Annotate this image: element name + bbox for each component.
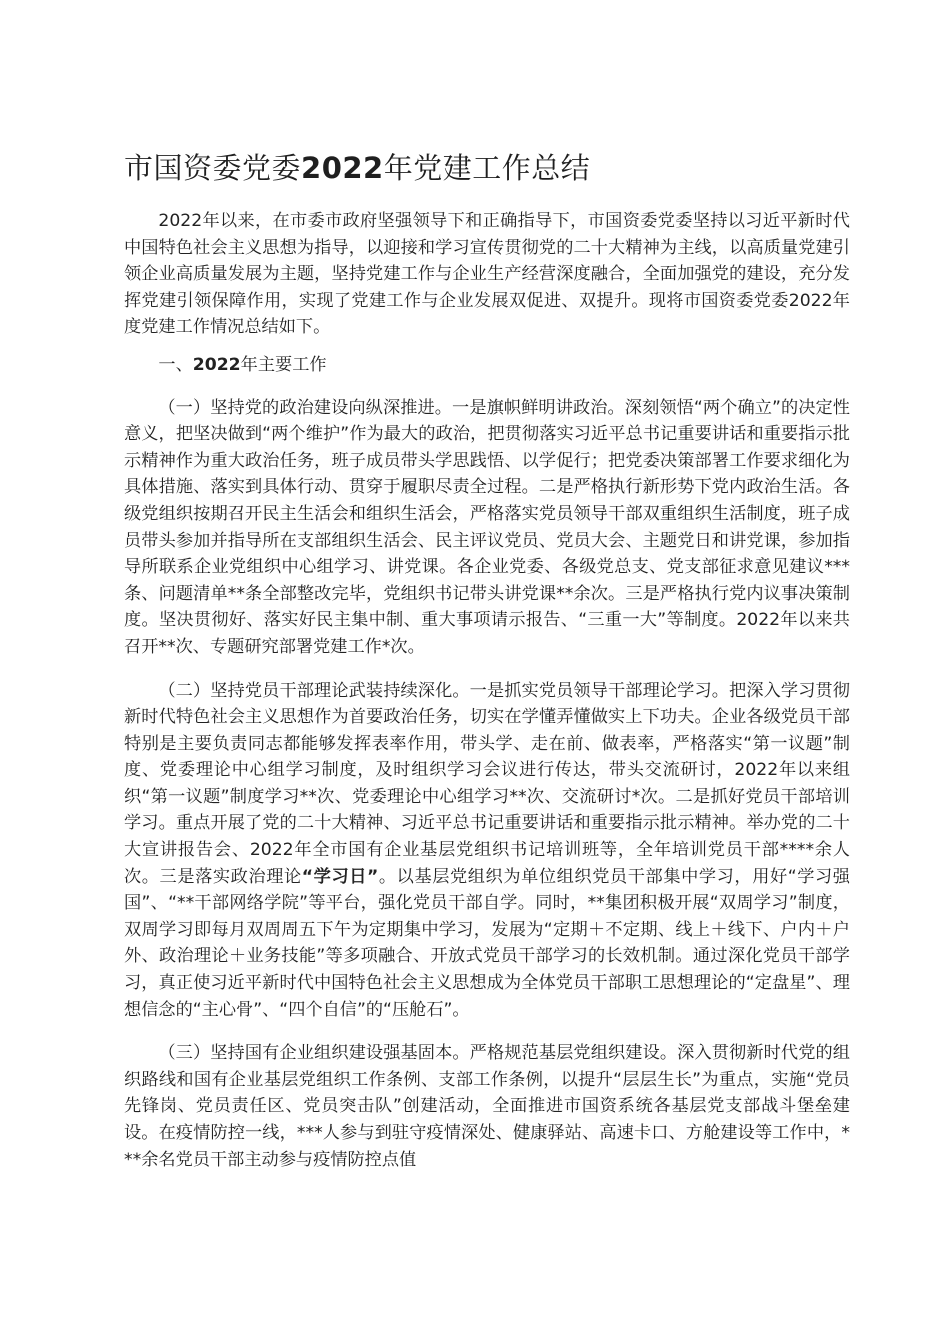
document-page (124, 148, 850, 1173)
intro-paragraph: 2022年以来，在市委市政府坚强领导下和正确指导下，市国资委党委坚持以习近平新时代中国特色社会主义思想为指导，以迎接和学习宣传贯彻党的二十大精神为主线，以高质量党建引领企业高质量发展为主题，坚持党建工作与企业生产经营深度融合，全面加强党的建设，充分发挥党建引领保障作用，实现了党建工作与企业发展双促进、双提升。现将市国资委党委2022年度党建工作情况总结如下。 (124, 211, 850, 338)
section-2-bold-phrase: “学习日” (301, 866, 379, 887)
section-2-text-part1: （二）坚持党员干部理论武装持续深化。一是抓实党员领导干部理论学习。把深入学习贯彻新时代特色社会主义思想作为首要政治任务，切实在学懂弄懂做实上下功夫。企业各级党员干部特别是主要负责同志都能够发挥表率作用，带头学、走在前、做表率，严格落实“第一议题”制度、党委理论中心组学习制度，及时组织学习会议进行传达，带头交流研讨，2022年以来组织“第一议题”制度学习**次、党委理论中心组学习**次、交流研讨*次。二是抓好党员干部培训学习。重点开展了党的二十大精神、习近平总书记重要讲话和重要指示批示精神。举办党的二十大宣讲报告会、2022年全市国有企业基层党组织书记培训班等，全年培训党员干部****余人次。三是落实政治理论 (124, 680, 850, 887)
section-2-paragraph (124, 678, 850, 1024)
heading-suffix: 年主要工作 (240, 354, 327, 375)
heading-year: 2022 (192, 354, 241, 375)
title-suffix: 年党建工作总结 (383, 151, 591, 185)
section-1-paragraph: （一）坚持党的政治建设向纵深推进。一是旗帜鲜明讲政治。深刻领悟“两个确立”的决定性意义，把坚决做到“两个维护”作为最大的政治，把贯彻落实习近平总书记重要讲话和重要指示批示精神作为重大政治任务，班子成员带头学思践悟、以学促行；把党委决策部署工作要求细化为具体措施、落实到具体行动、贯穿于履职尽责全过程。二是严格执行新形势下党内政治生活。各级党组织按期召开民主生活会和组织生活会，严格落实党员领导干部双重组织生活制度，班子成员带头参加并指导所在支部组织生活会、民主评议党员、党员大会、主题党日和讲党课，参加指导所联系企业党组织中心组学习、讲党课。各企业党委、各级党总支、党支部征求意见建议***条、问题清单**条全部整改完毕，党组织书记带头讲党课**余次。三是严格执行党内议事决策制度。坚决贯彻好、落实好民主集中制、重大事项请示报告、“三重一大”等制度。2022年以来共召开**次、专题研究部署党建工作*次。 (124, 397, 850, 657)
title-year: 2022 (301, 151, 384, 185)
title-prefix: 市国资委党委 (124, 151, 302, 185)
section-2-text-part2: 。以基层党组织为单位组织党员干部集中学习，用好“学习强国”、“**干部网络学院”等平台，强化党员干部自学。同时，**集团积极开展“双周学习”制度，双周学习即每月双周周五下午为定期集中学习，发展为“定期＋不定期、线上＋线下、户内＋户外、政治理论＋业务技能”等多项融合、开放式党员干部学习的长效机制。通过深化党员干部学习，真正使习近平新时代中国特色社会主义思想成为全体党员干部职工思想理论的“定盘星”、理想信念的“主心骨”、“四个自信”的“压舱石”。 (124, 866, 850, 1020)
heading-prefix: 一、 (158, 354, 193, 375)
section-heading (124, 352, 850, 379)
document-title (124, 148, 850, 188)
section-3-paragraph: （三）坚持国有企业组织建设强基固本。严格规范基层党组织建设。深入贯彻新时代党的组织路线和国有企业基层党组织工作条例、支部工作条例，以提升“层层生长”为重点，实施“党员先锋岗、党员责任区、党员突击队”创建活动，全面推进市国资系统各基层党支部战斗堡垒建设。在疫情防控一线，***人参与到驻守疫情深处、健康驿站、高速卡口、方舱建设等工作中，***余名党员干部主动参与疫情防控点值 (124, 1043, 850, 1170)
